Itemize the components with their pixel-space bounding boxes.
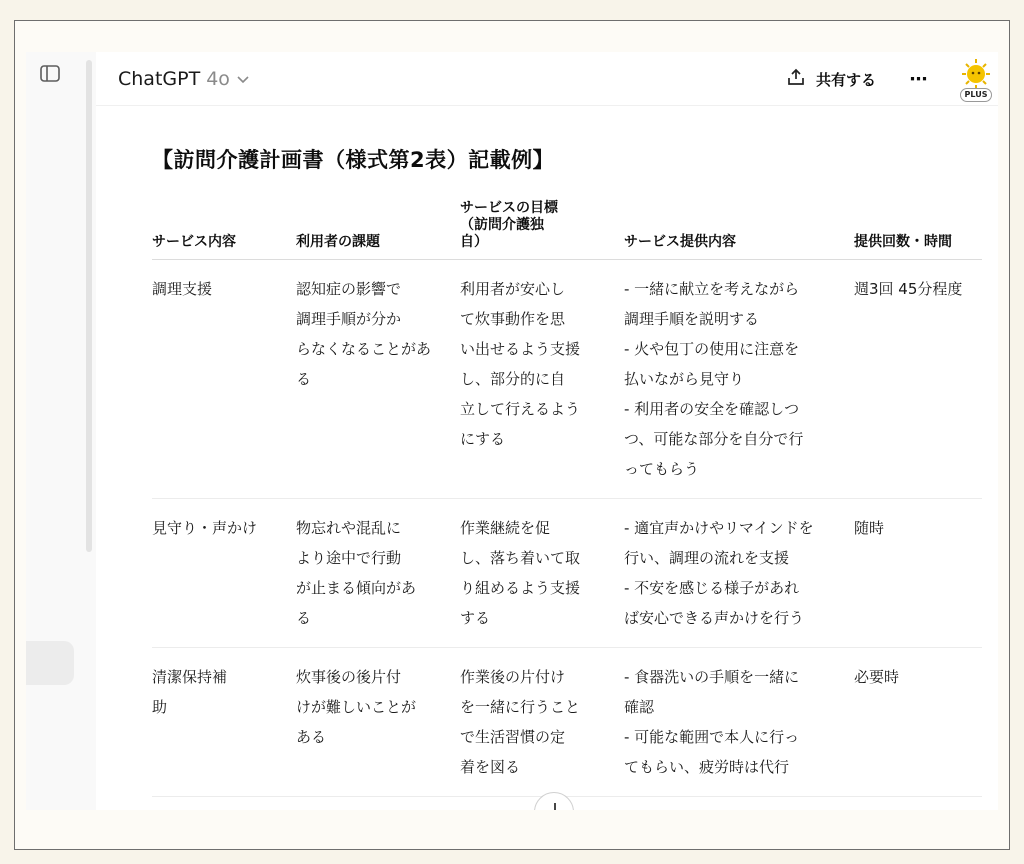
column-header [296,200,460,260]
share-label: 共有する [816,70,877,89]
table-cell-line: で生活習慣の定 [460,728,566,746]
table-cell-line: が止まる傾向があ [296,579,417,597]
document-title: 【訪問介護計画書（様式第2表）記載例】 [152,148,555,172]
table-cell-line: 調理手順が分か [296,310,402,328]
table-cell [152,648,296,797]
table-cell-line: い出せるよう支援 [460,340,581,358]
table-cell-line: 立して行えるよう [460,400,581,418]
column-header [624,200,854,260]
table-cell-line: 確認 [624,698,655,716]
table-cell-line: - 利用者の安全を確認しつ [624,400,800,418]
column-header [460,200,624,260]
chevron-down-icon [236,68,250,90]
table-cell-line: り組めるよう支援 [460,579,581,597]
table-cell-line: 週3回 45分程度 [854,280,963,298]
table-cell-line: - 不安を感じる様子があれ [624,579,800,597]
table-cell [854,260,982,499]
sun-avatar-icon [958,58,994,90]
sidebar-toggle-icon[interactable] [39,64,61,84]
table-cell-line: 調理手順を説明する [624,310,760,328]
care-plan-table [152,200,982,797]
table-cell-line: 認知症の影響で [296,280,402,298]
column-header-line: 利用者の課題 [296,234,380,250]
table-cell-line: 作業後の片付け [460,668,566,686]
table-cell-line: し、落ち着いて取 [460,549,581,567]
table-cell-line: し、部分的に自 [460,370,566,388]
table-cell-line: る [296,609,312,627]
table-row [152,648,982,797]
table-cell [296,260,460,499]
table-cell [624,648,854,797]
more-options-button[interactable]: ⋯ [909,68,929,90]
sidebar-selected-item[interactable] [26,641,74,685]
table-cell-line: て炊事動作を思 [460,310,566,328]
main-panel [96,52,998,810]
column-header [854,200,982,260]
message-content [152,144,982,776]
table-cell-line: 必要時 [854,668,900,686]
sidebar [26,52,96,810]
table-cell-line: 払いながら見守り [624,370,745,388]
table-cell [854,499,982,648]
table-cell [854,648,982,797]
model-version: 4o [206,68,230,90]
table-cell-line: - 火や包丁の使用に注意を [624,340,800,358]
table-cell-line: 清潔保持補 [152,668,228,686]
table-cell-line: ある [296,728,327,746]
chat-window [26,52,998,810]
scroll-to-bottom-button[interactable] [534,792,574,810]
column-header-line: （訪問介護独 [460,217,544,233]
column-header-line: 自） [460,234,488,250]
table-cell-line: より途中で行動 [296,549,402,567]
table-cell-line: 炊事後の後片付 [296,668,402,686]
user-avatar[interactable] [958,58,994,102]
table-cell-line: けが難しいことが [296,698,417,716]
table-cell-line: - 適宜声かけやリマインドを [624,519,814,537]
table-cell-line: にする [460,430,506,448]
arrow-down-icon [535,793,575,810]
table-cell [624,499,854,648]
sidebar-scrollbar[interactable] [86,60,92,552]
table-cell [460,648,624,797]
table-cell [460,499,624,648]
table-cell-line: てもらい、疲労時は代行 [624,758,790,776]
table-cell-line: を一緒に行うこと [460,698,581,716]
table-cell-line: 調理支援 [152,280,213,298]
model-name: ChatGPT [118,68,201,90]
table-cell-line: - 一緒に献立を考えながら [624,280,800,298]
table-cell-line: - 食器洗いの手順を一緒に [624,668,800,686]
table-cell [460,260,624,499]
table-cell-line: 助 [152,698,168,716]
table-cell-line: 行い、調理の流れを支援 [624,549,790,567]
share-button[interactable] [786,62,876,96]
table-cell [152,260,296,499]
column-header [152,200,296,260]
table-cell-line: る [296,370,312,388]
table-cell-line: 着を図る [460,758,521,776]
table-cell-line: らなくなることがあ [296,340,432,358]
table-cell-line: 作業継続を促 [460,519,551,537]
table-cell-line: 随時 [854,519,885,537]
table-cell [152,499,296,648]
table-cell-line: 見守り・声かけ [152,519,258,537]
table-cell-line: 利用者が安心し [460,280,566,298]
table-cell-line: - 可能な範囲で本人に行っ [624,728,800,746]
top-bar [96,52,998,106]
model-selector[interactable] [118,62,250,96]
share-icon [786,67,806,91]
table-cell-line: ば安心できる声かけを行う [624,609,805,627]
plus-badge: PLUS [960,88,992,102]
column-header-line: サービス内容 [152,234,236,250]
table-cell-line: ってもらう [624,460,700,478]
table-row [152,499,982,648]
table-cell [296,648,460,797]
column-header-line: サービスの目標 [460,200,558,216]
column-header-line: 提供回数・時間 [854,234,952,250]
table-row [152,260,982,499]
table-cell [296,499,460,648]
table-cell-line: つ、可能な部分を自分で行 [624,430,804,448]
column-header-line: サービス提供内容 [624,234,736,250]
table-cell-line: する [460,609,491,627]
table-cell [624,260,854,499]
table-cell-line: 物忘れや混乱に [296,519,402,537]
table-header-row [152,200,982,260]
